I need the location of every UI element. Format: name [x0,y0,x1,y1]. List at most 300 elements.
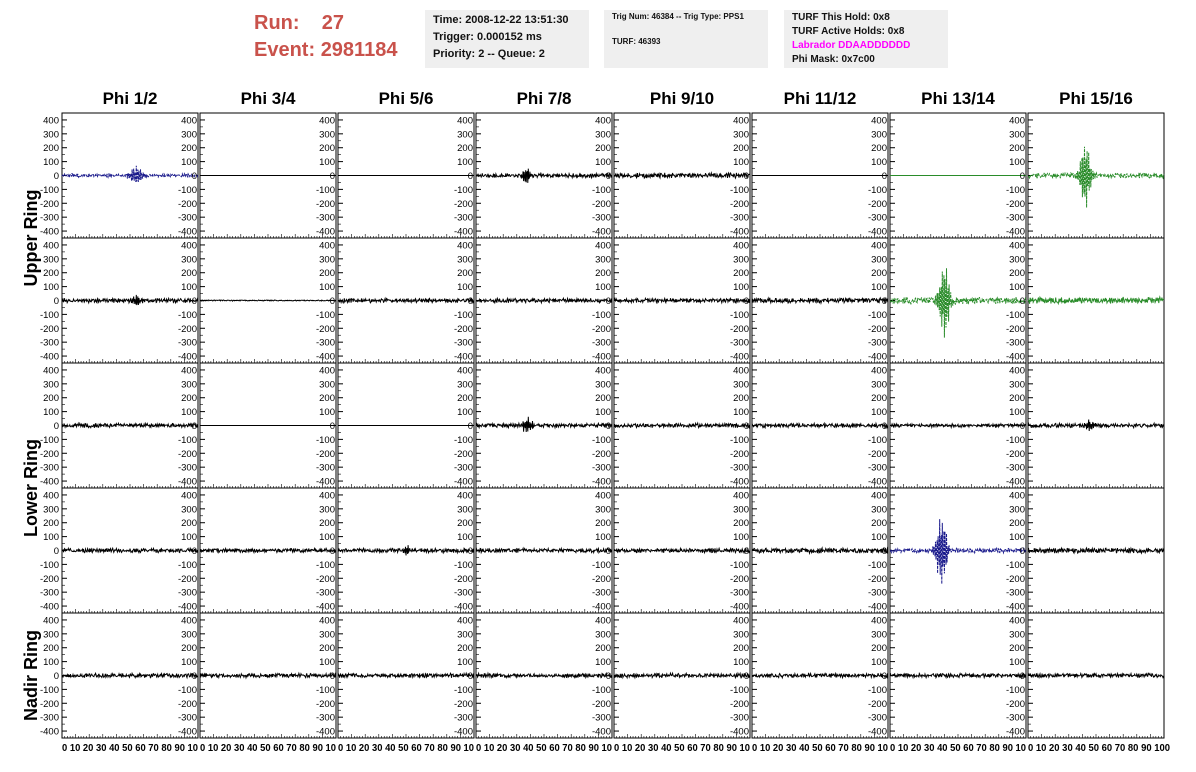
y-tick-label: 200 [595,393,611,405]
y-tick-label: -200 [315,448,335,460]
y-tick-label: -200 [591,698,611,710]
column-header: Phi 13/14 [921,89,995,108]
y-tick-label: -100 [453,434,473,446]
y-tick-label: 0 [743,296,749,307]
y-tick-label: -200 [729,448,749,460]
y-tick-label: -100 [591,184,611,196]
y-tick-label: 300 [457,629,473,641]
waveform-trace [62,295,198,305]
y-tick-label: 400 [457,615,473,627]
y-tick-label: -400 [867,351,887,363]
y-tick-label: -100 [39,559,59,571]
y-tick-label: 300 [733,504,749,516]
column-header: Phi 11/12 [783,89,857,108]
y-tick-label: 300 [871,629,887,641]
y-tick-label: -100 [39,684,59,696]
y-tick-label: -100 [39,434,59,446]
y-tick-label: -400 [591,226,611,238]
y-tick-label: 300 [595,379,611,391]
y-tick-label: 100 [733,657,749,669]
y-tick-label: 400 [319,115,335,127]
run-value: 27 [321,12,345,34]
event-value: 2981184 [320,39,398,61]
y-tick-label: 0 [881,296,887,307]
y-tick-label: -100 [177,434,197,446]
y-tick-label: 300 [457,129,473,141]
y-tick-label: -300 [729,587,749,599]
y-tick-label: 300 [733,379,749,391]
y-tick-label: -200 [1005,323,1025,335]
y-tick-label: 200 [457,643,473,655]
waveform-trace [614,548,750,553]
y-tick-label: -300 [177,587,197,599]
y-tick-label: -100 [177,184,197,196]
y-tick-label: 400 [871,115,887,127]
run-label: Run: [254,12,300,34]
y-tick-label: 0 [191,671,197,682]
y-tick-label: 300 [319,629,335,641]
y-tick-label: -100 [1005,434,1025,446]
y-tick-label: -400 [315,226,335,238]
y-tick-label: -400 [729,351,749,363]
y-tick-label: -300 [591,212,611,224]
y-tick-label: 400 [181,240,197,252]
y-tick-label: 400 [457,365,473,377]
y-tick-label: 0 [467,296,473,307]
waveform-trace [614,173,750,178]
y-tick-label: -300 [453,462,473,474]
y-tick-label: 400 [1009,115,1025,127]
y-tick-label: 100 [595,657,611,669]
y-tick-label: 0 [53,171,59,182]
y-tick-label: 0 [881,421,887,432]
y-tick-label: -200 [867,323,887,335]
y-tick-label: -200 [453,323,473,335]
y-tick-label: 300 [871,379,887,391]
y-tick-label: -300 [39,462,59,474]
y-tick-label: -400 [453,726,473,738]
y-tick-label: 200 [1009,143,1025,155]
y-tick-label: -200 [177,198,197,210]
y-tick-label: 100 [181,157,197,169]
y-tick-label: -300 [591,462,611,474]
turf-text: TURF: 46393 [612,37,661,46]
y-tick-label: -100 [591,434,611,446]
y-tick-label: 0 [743,171,749,182]
y-tick-label: 100 [319,532,335,544]
y-tick-label: 200 [871,518,887,530]
y-tick-label: -100 [177,559,197,571]
y-tick-label: 0 [605,296,611,307]
y-tick-label: 400 [595,490,611,502]
y-tick-label: 0 [329,546,335,557]
y-tick-label: -200 [39,573,59,585]
y-tick-label: -300 [315,712,335,724]
y-tick-label: -300 [867,337,887,349]
y-tick-label: -300 [867,587,887,599]
y-tick-label: 300 [181,504,197,516]
y-tick-label: 200 [871,393,887,405]
x-tick-label: 0 10 20 30 40 50 60 70 80 90 10 [200,743,337,754]
y-tick-label: 200 [595,518,611,530]
y-tick-label: 0 [329,671,335,682]
y-tick-label: 0 [467,671,473,682]
y-tick-label: -400 [39,476,59,488]
x-tick-label: 0 10 20 30 40 50 60 70 80 90 10 [752,743,889,754]
y-tick-label: -200 [591,448,611,460]
y-tick-label: -100 [867,559,887,571]
waveform-trace [614,423,750,428]
y-tick-label: 400 [733,240,749,252]
y-tick-label: 100 [595,407,611,419]
y-tick-label: -400 [177,476,197,488]
y-tick-label: 0 [191,296,197,307]
y-tick-label: -300 [453,712,473,724]
y-tick-label: 100 [43,407,59,419]
y-tick-label: 400 [1009,490,1025,502]
y-tick-label: 200 [457,393,473,405]
y-tick-label: -200 [591,323,611,335]
phi-mask-text: Phi Mask: 0x7c00 [792,54,875,65]
y-tick-label: 400 [319,615,335,627]
y-tick-label: -400 [315,476,335,488]
y-tick-label: 100 [1009,532,1025,544]
y-tick-label: -200 [867,698,887,710]
y-tick-label: 200 [43,643,59,655]
y-tick-label: -300 [315,212,335,224]
y-tick-label: -100 [867,184,887,196]
y-tick-label: -200 [729,198,749,210]
y-tick-label: -200 [39,698,59,710]
y-tick-label: 300 [181,379,197,391]
y-tick-label: 0 [881,671,887,682]
y-tick-label: 200 [595,268,611,280]
y-tick-label: -100 [729,684,749,696]
y-tick-label: 300 [595,129,611,141]
priority-text: Priority: 2 -- Queue: 2 [433,48,545,60]
waveform-trace [1028,673,1164,677]
y-tick-label: -400 [453,476,473,488]
y-tick-label: 400 [733,115,749,127]
y-tick-label: -200 [591,198,611,210]
y-tick-label: 200 [43,393,59,405]
y-tick-label: 200 [319,143,335,155]
y-tick-label: 400 [595,115,611,127]
y-tick-label: -100 [177,684,197,696]
y-tick-label: 100 [871,532,887,544]
y-tick-label: 0 [53,546,59,557]
y-tick-label: 300 [181,254,197,266]
y-tick-label: -100 [1005,559,1025,571]
y-tick-label: -300 [591,712,611,724]
y-tick-label: -100 [315,309,335,321]
y-tick-label: 100 [595,532,611,544]
y-tick-label: -300 [315,337,335,349]
y-tick-label: 100 [871,407,887,419]
y-tick-label: 200 [319,518,335,530]
y-tick-label: 100 [733,532,749,544]
x-tick-label: 0 10 20 30 40 50 60 70 80 90 10 [338,743,475,754]
waveform-trace [200,548,336,552]
x-tick-label: 0 10 20 30 40 50 60 70 80 90 100 [1028,743,1171,754]
y-tick-label: 300 [871,254,887,266]
y-tick-label: 0 [329,421,335,432]
y-tick-label: -200 [729,698,749,710]
y-tick-label: 400 [595,240,611,252]
y-tick-label: -400 [39,351,59,363]
y-tick-label: -300 [1005,712,1025,724]
y-tick-label: -200 [453,448,473,460]
ring-label: Nadir Ring [21,629,41,722]
y-tick-label: -100 [453,309,473,321]
waveform-trace [752,673,888,677]
y-tick-label: 100 [1009,282,1025,294]
x-tick-label: 0 10 20 30 40 50 60 70 80 90 10 [614,743,751,754]
y-tick-label: 400 [457,240,473,252]
waveform-trace [1028,297,1164,304]
y-tick-label: -300 [315,462,335,474]
y-tick-label: -200 [177,698,197,710]
y-tick-label: -200 [177,448,197,460]
y-tick-label: 200 [595,143,611,155]
y-tick-label: -300 [729,462,749,474]
y-tick-label: 200 [319,643,335,655]
y-tick-label: 300 [871,504,887,516]
x-tick-label: 0 10 20 30 40 50 60 70 80 90 10 [476,743,613,754]
y-tick-label: -300 [177,212,197,224]
y-tick-label: 400 [733,615,749,627]
y-tick-label: 200 [595,643,611,655]
y-tick-label: 400 [319,490,335,502]
y-tick-label: 200 [871,643,887,655]
y-tick-label: -100 [591,309,611,321]
y-tick-label: 0 [191,171,197,182]
y-tick-label: -200 [315,573,335,585]
y-tick-label: 0 [743,671,749,682]
waveform-trace [1028,548,1164,553]
y-tick-label: 200 [181,393,197,405]
waveform-trace [1028,147,1164,208]
y-tick-label: 100 [457,157,473,169]
y-tick-label: 200 [43,268,59,280]
waveform-trace [476,169,612,183]
y-tick-label: -400 [315,601,335,613]
y-tick-label: 200 [1009,393,1025,405]
y-tick-label: -300 [177,337,197,349]
y-tick-label: -300 [1005,212,1025,224]
y-tick-label: 0 [467,546,473,557]
y-tick-label: -300 [39,587,59,599]
y-tick-label: -400 [867,726,887,738]
y-tick-label: -200 [39,448,59,460]
y-tick-label: -300 [729,337,749,349]
waveform-trace [476,417,612,432]
y-tick-label: 200 [457,268,473,280]
column-header: Phi 3/4 [240,89,296,108]
y-tick-label: -200 [177,323,197,335]
y-tick-label: 300 [1009,129,1025,141]
y-tick-label: 0 [881,171,887,182]
y-tick-label: 400 [871,490,887,502]
y-tick-label: -400 [315,726,335,738]
waveform-trace [476,548,612,552]
y-tick-label: -200 [591,573,611,585]
y-tick-label: 300 [43,629,59,641]
y-tick-label: -100 [39,184,59,196]
y-tick-label: -300 [729,712,749,724]
y-tick-label: 0 [743,421,749,432]
y-tick-label: 400 [1009,365,1025,377]
y-tick-label: -300 [591,587,611,599]
y-tick-label: 400 [733,490,749,502]
y-tick-label: -100 [729,559,749,571]
waveform-trace [752,298,888,303]
y-tick-label: 0 [53,296,59,307]
y-tick-label: 300 [595,254,611,266]
y-tick-label: 400 [871,615,887,627]
y-tick-label: -300 [867,712,887,724]
y-tick-label: 400 [319,240,335,252]
y-tick-label: 0 [53,671,59,682]
column-header: Phi 9/10 [649,89,715,108]
y-tick-label: 200 [319,393,335,405]
y-tick-label: 400 [595,365,611,377]
y-tick-label: -100 [867,434,887,446]
y-tick-label: 0 [1019,546,1025,557]
y-tick-label: 300 [1009,629,1025,641]
y-tick-label: 0 [1019,671,1025,682]
y-tick-label: 300 [1009,379,1025,391]
y-tick-label: -300 [729,212,749,224]
y-tick-label: 100 [43,282,59,294]
y-tick-label: 200 [43,518,59,530]
trigger-text: Trigger: 0.000152 ms [433,31,542,43]
y-tick-label: 0 [605,171,611,182]
y-tick-label: -200 [1005,573,1025,585]
y-tick-label: -100 [729,434,749,446]
y-tick-label: 200 [181,518,197,530]
y-tick-label: 0 [605,546,611,557]
waveform-trace [62,548,198,552]
y-tick-label: 300 [457,254,473,266]
y-tick-label: 400 [181,615,197,627]
y-tick-label: 100 [319,407,335,419]
y-tick-label: -400 [177,351,197,363]
waveform-trace [338,545,474,555]
y-tick-label: -100 [867,684,887,696]
y-tick-label: 200 [733,393,749,405]
y-tick-label: -400 [867,226,887,238]
y-tick-label: -100 [315,559,335,571]
y-tick-label: -100 [1005,309,1025,321]
y-tick-label: 300 [457,504,473,516]
y-tick-label: 0 [53,421,59,432]
y-tick-label: 100 [733,157,749,169]
y-tick-label: 400 [181,115,197,127]
waveform-trace [476,673,612,678]
y-tick-label: 200 [457,518,473,530]
y-tick-label: 0 [743,546,749,557]
y-tick-label: 200 [1009,268,1025,280]
y-tick-label: 300 [319,379,335,391]
y-tick-label: 400 [181,365,197,377]
y-tick-label: 400 [43,615,59,627]
y-tick-label: 300 [1009,504,1025,516]
waveform-trace [752,423,888,428]
y-tick-label: 0 [1019,296,1025,307]
y-tick-label: -200 [39,323,59,335]
y-tick-label: 100 [43,657,59,669]
y-tick-label: 200 [319,268,335,280]
y-tick-label: -400 [1005,726,1025,738]
y-tick-label: -200 [1005,198,1025,210]
y-tick-label: 400 [457,490,473,502]
y-tick-label: 100 [457,407,473,419]
y-tick-label: 200 [1009,643,1025,655]
y-tick-label: 400 [181,490,197,502]
y-tick-label: 400 [733,365,749,377]
y-tick-label: 100 [1009,157,1025,169]
ring-label: Upper Ring [21,189,41,287]
y-tick-label: 200 [43,143,59,155]
y-tick-label: 0 [605,421,611,432]
y-tick-label: 200 [181,643,197,655]
y-tick-label: -100 [453,559,473,571]
y-tick-label: 100 [457,282,473,294]
x-tick-label: 0 10 20 30 40 50 60 70 80 90 10 [62,743,199,754]
y-tick-label: 100 [1009,407,1025,419]
y-tick-label: -400 [177,601,197,613]
y-tick-label: 100 [733,282,749,294]
ring-label: Lower Ring [21,439,41,537]
y-tick-label: 100 [181,657,197,669]
y-tick-label: 100 [595,157,611,169]
y-tick-label: 0 [467,421,473,432]
event-label: Event: [254,39,316,61]
y-tick-label: 100 [871,657,887,669]
y-tick-label: -400 [177,726,197,738]
y-tick-label: 400 [457,115,473,127]
waveform-trace [1028,420,1164,432]
y-tick-label: -300 [315,587,335,599]
y-tick-label: -100 [315,434,335,446]
y-tick-label: -400 [453,226,473,238]
y-tick-label: -400 [591,351,611,363]
y-tick-label: 0 [329,296,335,307]
y-tick-label: 400 [43,490,59,502]
y-tick-label: 100 [43,532,59,544]
y-tick-label: -400 [591,476,611,488]
waveform-trace [614,673,750,678]
y-tick-label: 300 [1009,254,1025,266]
y-tick-label: 300 [733,254,749,266]
y-tick-label: -300 [177,462,197,474]
waveform-trace [890,424,1026,428]
y-tick-label: 0 [191,421,197,432]
y-tick-label: -200 [453,698,473,710]
y-tick-label: 400 [1009,240,1025,252]
y-tick-label: 200 [733,268,749,280]
y-tick-label: -300 [1005,587,1025,599]
y-tick-label: 100 [181,407,197,419]
y-tick-label: 400 [1009,615,1025,627]
y-tick-label: -200 [315,323,335,335]
y-tick-label: 300 [733,129,749,141]
y-tick-label: 200 [1009,518,1025,530]
trig-num-text: Trig Num: 46384 -- Trig Type: PPS1 [612,12,744,21]
y-tick-label: -400 [729,726,749,738]
y-tick-label: -300 [867,212,887,224]
